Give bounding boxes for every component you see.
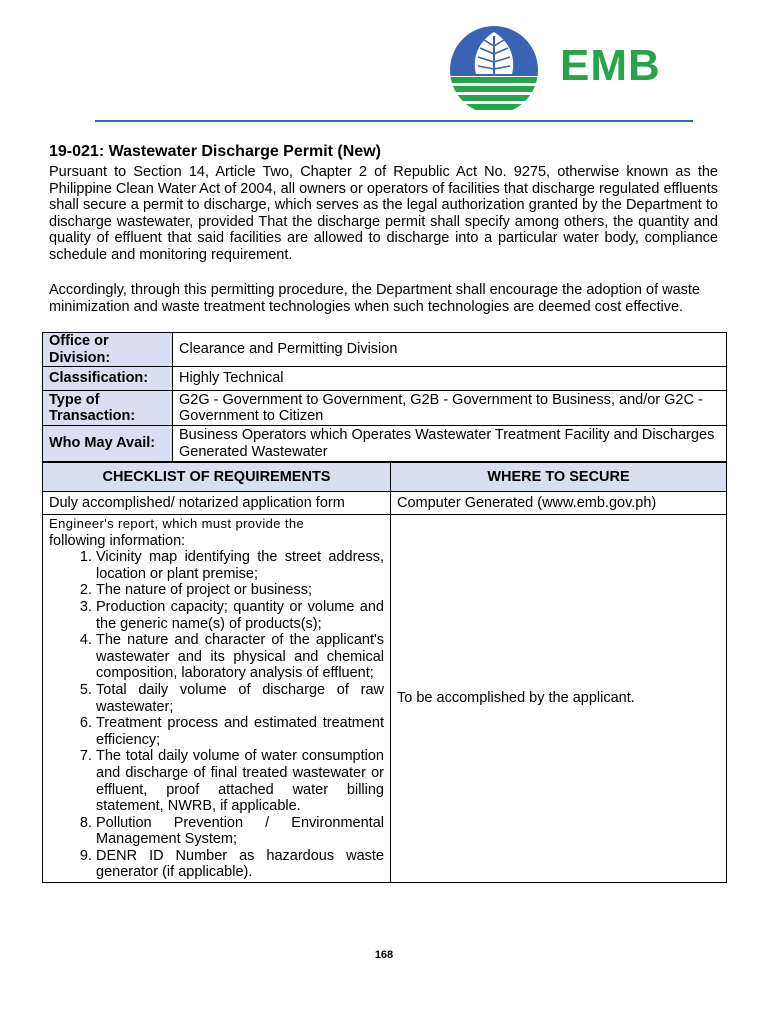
list-item: 3. Production capacity; quantity or volume and the generic name(s) of products(s); (96, 599, 384, 632)
list-item: 6. Treatment process and estimated treatment efficiency; (96, 715, 384, 748)
second-paragraph: Accordingly, through this permitting procedure, the Department shall encourage the adoption of waste minimization and waste treatment technologies when such technologies are deemed cost effective. (49, 282, 700, 315)
checklist-header: CHECKLIST OF REQUIREMENTS (43, 463, 391, 492)
header-divider (95, 120, 693, 122)
list-item: 9. DENR ID Number as hazardous waste generator (if applicable). (96, 848, 384, 881)
where-1: Computer Generated (www.emb.gov.ph) (391, 492, 727, 515)
who-value: Business Operators which Operates Wastewater Treatment Facility and Discharges Generated Wastewater (173, 426, 727, 462)
list-item: 5. Total daily volume of discharge of raw wastewater; (96, 682, 384, 715)
type-label: Type of Transaction: (43, 391, 173, 426)
type-value: G2G - Government to Government, G2B - Government to Business, and/or G2C - Government to Citizen (173, 391, 727, 426)
classification-value: Highly Technical (173, 367, 727, 391)
page-title: 19-021: Wastewater Discharge Permit (New) (49, 143, 381, 160)
checklist-table (42, 462, 727, 883)
list-item: 8. Pollution Prevention / Environmental Management System; (96, 815, 384, 848)
requirement-1: Duly accomplished/ notarized application form (43, 492, 391, 515)
office-label: Office or Division: (43, 333, 173, 367)
where-2: To be accomplished by the applicant. (391, 515, 727, 883)
where-header: WHERE TO SECURE (391, 463, 727, 492)
requirement-2 (43, 515, 391, 883)
info-table (42, 332, 727, 462)
list-item: 7. The total daily volume of water consumption and discharge of final treated wastewater or effluent, proof attached water billing statement, NWRB, if applicable. (96, 748, 384, 814)
intro-paragraph: Pursuant to Section 14, Article Two, Chapter 2 of Republic Act No. 9275, otherwise known as the Philippine Clean Water Act of 2004, all owners or operators of facilities that discharge regulated effluents shall secure a permit to discharge, which serves as the legal authorization granted by the Department to discharge wastewater, provided That the discharge permit shall specify among others, the quantity and quality of effluent that said facilities are allowed to discharge into a particular water body, compliance schedule and monitoring requirement. (49, 164, 718, 263)
requirement-2-intro (49, 516, 384, 549)
classification-label: Classification: (43, 367, 173, 391)
requirement-2-list (49, 549, 384, 881)
office-value: Clearance and Permitting Division (173, 333, 727, 367)
list-item: 2. The nature of project or business; (96, 582, 384, 599)
logo-text: EMB (560, 41, 661, 90)
list-item: 4. The nature and character of the applicant's wastewater and its physical and chemical composition, laboratory analysis of effluent; (96, 632, 384, 682)
page-number: 168 (374, 949, 394, 961)
who-label: Who May Avail: (43, 426, 173, 462)
requirement-2-intro-a: Engineer's report, which must provide the (49, 516, 305, 531)
list-item: 1. Vicinity map identifying the street address, location or plant premise; (96, 549, 384, 582)
requirement-2-intro-b: following information: (49, 532, 186, 549)
